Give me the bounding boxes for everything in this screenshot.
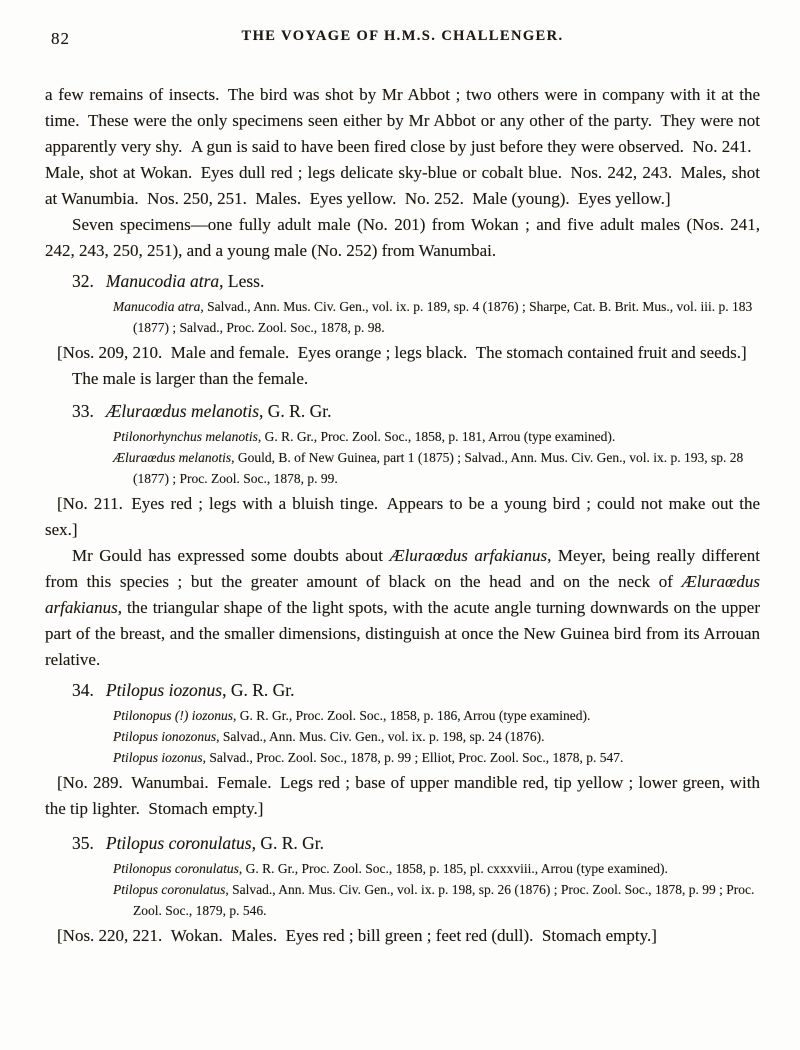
species-34-citation-3	[113, 747, 760, 768]
species-35-citation-1	[113, 858, 760, 879]
citation-species-name: Ptilonopus (!) iozonus	[113, 708, 233, 723]
specimen-summary-paragraph: Seven specimens—one fully adult male (No. 201) from Wokan ; and five adult males (Nos. 241, 242, 243, 250, 251), and a young male (No. 252) from Wanumbai.	[45, 215, 760, 260]
remark-species-name: Æluraœdus arfakianus	[389, 546, 548, 565]
citation-species-name: Ptilopus ionozonus	[113, 729, 217, 744]
remark-text: Mr Gould has expressed some doubts about	[72, 546, 390, 565]
species-32-citations	[45, 296, 760, 338]
page-number: 82	[51, 29, 70, 48]
species-33-remark	[45, 543, 760, 673]
remark-species-name: Æluraœdus arfakianus	[45, 572, 760, 617]
species-33-field-note: [No. 211. Eyes red ; legs with a bluish tinge. Appears to be a young bird ; could not make out the sex.]	[45, 494, 760, 539]
species-32-authority: , Less.	[219, 271, 265, 291]
species-33-citation-1	[113, 426, 760, 447]
species-34-field-note: [No. 289. Wanumbai. Female. Legs red ; base of upper mandible red, tip yellow ; lower green, with the tip lighter. Stomach empty.]	[45, 773, 760, 818]
species-32-name: Manucodia atra	[105, 271, 220, 291]
citation-species-name: Ptilonorhynchus melanotis	[113, 429, 258, 444]
species-32-number: 32.	[72, 271, 94, 291]
species-33-citation-2	[113, 447, 760, 489]
species-33-citations	[45, 426, 760, 489]
species-33-authority: , G. R. Gr.	[259, 401, 332, 421]
species-34-heading	[72, 677, 760, 703]
species-32-heading	[72, 268, 760, 294]
citation-species-name: Æluraœdus melanotis	[113, 450, 232, 465]
citation-species-name: Ptilopus iozonus	[113, 750, 203, 765]
running-title: THE VOYAGE OF H.M.S. CHALLENGER.	[241, 28, 564, 44]
citation-species-name: Ptilonopus coronulatus	[113, 861, 239, 876]
continuation-paragraph: a few remains of insects. The bird was shot by Mr Abbot ; two others were in company with it at the time. These were the only specimens seen either by Mr Abbot or any other of the party. They were not apparently very shy. A gun is said to have been fired close by just before they were observed. No. 241. Male, shot at Wokan. Eyes dull red ; legs delicate sky-blue or cobalt blue. Nos. 242, 243. Males, shot at Wanumbia. Nos. 250, 251. Males. Eyes yellow. No. 252. Male (young). Eyes yellow.]	[45, 85, 760, 208]
remark-text: , Meyer, being really different from this species ; but the greater amount of black on the head and on the neck of	[45, 546, 760, 591]
species-34-citation-1	[113, 705, 760, 726]
page-body	[45, 82, 760, 949]
citation-species-name: Ptilopus coronulatus	[113, 882, 226, 897]
species-33-name: Æluraœdus melanotis	[105, 401, 260, 421]
citation-reference-text: , Gould, B. of New Guinea, part 1 (1875) ; Salvad., Ann. Mus. Civ. Gen., vol. ix. p. 193, sp. 28 (1877) ; Proc. Zool. Soc., 1878, p. 99.	[133, 450, 744, 486]
species-35-field-note: [Nos. 220, 221. Wokan. Males. Eyes red ; bill green ; feet red (dull). Stomach empty.]	[57, 926, 657, 945]
species-35-authority: , G. R. Gr.	[251, 833, 324, 853]
species-32-field-note: [Nos. 209, 210. Male and female. Eyes orange ; legs black. The stomach contained fruit and seeds.]	[57, 343, 747, 362]
citation-reference-text: , Salvad., Ann. Mus. Civ. Gen., vol. ix. p. 198, sp. 26 (1876) ; Proc. Zool. Soc., 1878, p. 99 ; Proc. Zool. Soc., 1879, p. 546.	[133, 882, 755, 918]
species-32-remark: The male is larger than the female.	[72, 369, 309, 388]
citation-reference-text: , G. R. Gr., Proc. Zool. Soc., 1858, p. 181, Arrou (type examined).	[257, 429, 616, 444]
species-34-name: Ptilopus iozonus	[105, 680, 223, 700]
species-34-citation-2	[113, 726, 760, 747]
citation-reference-text: , Salvad., Proc. Zool. Soc., 1878, p. 99 ; Elliot, Proc. Zool. Soc., 1878, p. 547.	[202, 750, 624, 765]
species-34-citations	[45, 705, 760, 768]
species-34-number: 34.	[72, 680, 94, 700]
species-35-citations	[45, 858, 760, 921]
citation-reference-text: , G. R. Gr., Proc. Zool. Soc., 1858, p. 186, Arrou (type examined).	[233, 708, 591, 723]
citation-reference-text: , Salvad., Ann. Mus. Civ. Gen., vol. ix. p. 198, sp. 24 (1876).	[216, 729, 545, 744]
species-35-heading	[72, 830, 760, 856]
species-35-number: 35.	[72, 833, 94, 853]
species-34-authority: , G. R. Gr.	[222, 680, 295, 700]
species-33-heading	[72, 398, 760, 424]
species-33-number: 33.	[72, 401, 94, 421]
citation-reference-text: , G. R. Gr., Proc. Zool. Soc., 1858, p. 185, pl. cxxxviii., Arrou (type examined).	[238, 861, 668, 876]
citation-reference-text: , Salvad., Ann. Mus. Civ. Gen., vol. ix. p. 189, sp. 4 (1876) ; Sharpe, Cat. B. Brit. Mus., vol. iii. p. 183 (1877) ; Salvad., Proc. Zool. Soc., 1878, p. 98.	[133, 299, 753, 335]
species-35-name: Ptilopus coronulatus	[105, 833, 252, 853]
species-35-citation-2	[113, 879, 760, 921]
remark-text: , the triangular shape of the light spots, with the acute angle turning downwards on the upper part of the breast, and the smaller dimensions, distinguish at once the New Guinea bird from its Arrouan relative.	[45, 598, 760, 669]
page-header	[45, 28, 760, 50]
citation-species-name: Manucodia atra	[113, 299, 201, 314]
species-32-citation-1	[113, 296, 760, 338]
